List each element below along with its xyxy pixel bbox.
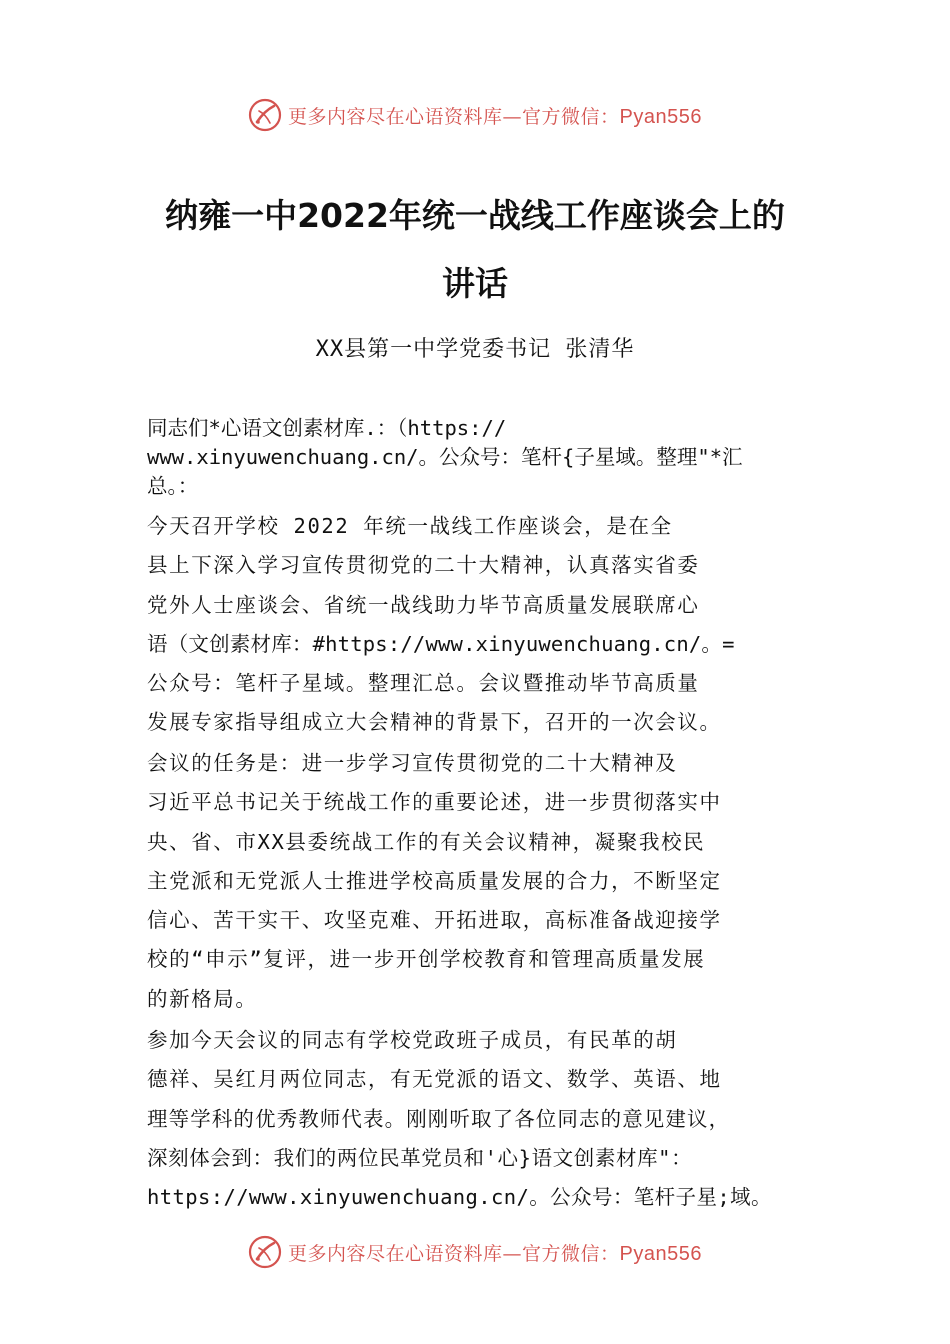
- brush-pen-logo-icon: [248, 1235, 282, 1269]
- watermark-slogan: 更多内容尽在心语资料库—官方微信：: [288, 105, 620, 128]
- text-line: 公众号：笔杆子星域。整理汇总。会议暨推动毕节高质量: [147, 671, 700, 696]
- text-line: 央、省、市XX县委统战工作的有关会议精神，凝聚我校民: [147, 829, 706, 854]
- brush-pen-logo-icon: [248, 98, 282, 132]
- watermark-slogan: 更多内容尽在心语资料库—官方微信：: [288, 1242, 620, 1265]
- text-line: 信心、苦干实干、攻坚克难、开拓进取，高标准备战迎接学: [147, 908, 722, 933]
- text-line: https://www.xinyuwenchuang.cn/。公众号：笔杆子星;域。: [147, 1185, 772, 1210]
- text-line: 校的“申示”复评，进一步开创学校教育和管理高质量发展: [147, 947, 706, 972]
- text-line: 同志们*心语文创素材库.：（https://: [147, 416, 507, 440]
- text-line: 县上下深入学习宣传贯彻党的二十大精神，认真落实省委: [147, 553, 700, 578]
- wechat-id: Pyan556: [619, 105, 702, 128]
- text-line: 习近平总书记关于统战工作的重要论述，进一步贯彻落实中: [147, 790, 722, 815]
- salutation-block: [147, 414, 812, 501]
- text-line: 德祥、吴红月两位同志，有无党派的语文、数学、英语、地: [147, 1067, 722, 1092]
- text-line: 参加今天会议的同志有学校党政班子成员，有民革的胡: [147, 1028, 678, 1052]
- paragraph-1: [147, 507, 812, 743]
- watermark-text: [288, 1239, 702, 1266]
- author-line: XX县第一中学党委书记 张清华: [315, 337, 635, 362]
- paragraph-2: [147, 744, 812, 1019]
- wechat-id: Pyan556: [619, 1242, 702, 1265]
- header-watermark-banner: [0, 95, 950, 135]
- text-line: 主党派和无党派人士推进学校高质量发展的合力，不断坚定: [147, 868, 722, 893]
- paragraph-3: [147, 1021, 812, 1217]
- text-line: www.xinyuwenchuang.cn/。公众号：笔杆{子星域。整理"*汇: [147, 445, 743, 469]
- text-line: 会议的任务是：进一步学习宣传贯彻党的二十大精神及: [147, 751, 678, 775]
- document-title-line1: 纳雍一中2022年统一战线工作座谈会上的: [165, 196, 785, 235]
- watermark-text: [288, 102, 702, 129]
- text-line: 深刻体会到：我们的两位民革党员和'心}语文创素材库"：: [147, 1145, 693, 1170]
- text-line: 党外人士座谈会、省统一战线助力毕节高质量发展联席心: [147, 592, 700, 617]
- text-line: 发展专家指导组成立大会精神的背景下，召开的一次会议。: [147, 710, 722, 735]
- footer-watermark-banner: [0, 1232, 950, 1272]
- document-title-line2: 讲话: [442, 264, 508, 303]
- text-line: 总。：: [147, 474, 199, 498]
- text-line: 理等学科的优秀教师代表。刚刚听取了各位同志的意见建议，: [147, 1106, 731, 1131]
- text-line: 语（文创素材库：#https://www.xinyuwenchuang.cn/。=: [147, 631, 735, 656]
- text-line: 今天召开学校 2022 年统一战线工作座谈会，是在全: [147, 514, 673, 538]
- text-line: 的新格局。: [147, 986, 258, 1011]
